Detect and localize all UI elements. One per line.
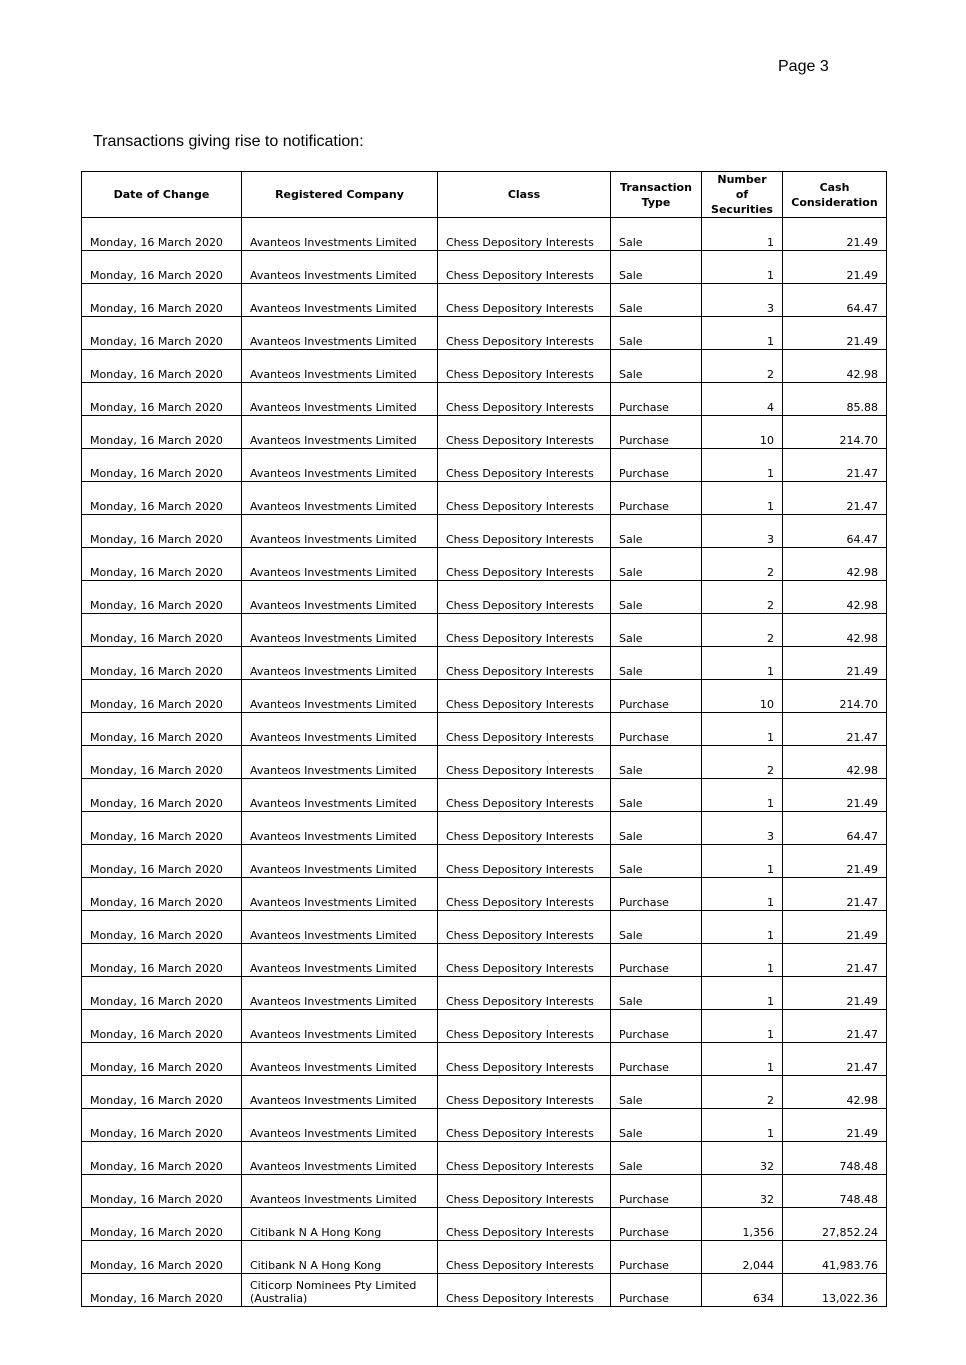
consideration-cell: 748.48 [783,1175,887,1208]
class-cell: Chess Depository Interests [438,1142,611,1175]
company-cell: Avanteos Investments Limited [242,911,438,944]
table-row [82,515,887,548]
consideration-cell: 748.48 [783,1142,887,1175]
consideration-cell: 21.47 [783,878,887,911]
class-cell: Chess Depository Interests [438,1241,611,1274]
company-cell: Avanteos Investments Limited [242,680,438,713]
company-cell: Avanteos Investments Limited [242,251,438,284]
consideration-cell: 42.98 [783,581,887,614]
consideration-cell: 21.47 [783,449,887,482]
company-cell: Avanteos Investments Limited [242,779,438,812]
type-cell: Purchase [611,482,702,515]
consideration-cell: 42.98 [783,350,887,383]
table-header-row [82,172,887,218]
table-row [82,944,887,977]
class-cell: Chess Depository Interests [438,1109,611,1142]
consideration-cell: 214.70 [783,680,887,713]
company-cell: Avanteos Investments Limited [242,812,438,845]
type-cell: Purchase [611,1241,702,1274]
class-cell: Chess Depository Interests [438,1076,611,1109]
company-cell: Avanteos Investments Limited [242,1010,438,1043]
company-cell: Avanteos Investments Limited [242,1142,438,1175]
table-row [82,1142,887,1175]
securities-cell: 1 [702,251,783,284]
table-row [82,218,887,251]
consideration-cell: 21.49 [783,647,887,680]
date-cell: Monday, 16 March 2020 [82,515,242,548]
securities-cell: 1 [702,845,783,878]
table-row [82,1241,887,1274]
table-row [82,482,887,515]
type-cell: Sale [611,1076,702,1109]
company-cell: Avanteos Investments Limited [242,548,438,581]
col-header-cash-consideration: Cash Consideration [783,172,887,218]
securities-cell: 3 [702,284,783,317]
table-row [82,1208,887,1241]
date-cell: Monday, 16 March 2020 [82,317,242,350]
securities-cell: 1 [702,1109,783,1142]
type-cell: Sale [611,515,702,548]
date-cell: Monday, 16 March 2020 [82,845,242,878]
date-cell: Monday, 16 March 2020 [82,911,242,944]
table-row [82,911,887,944]
consideration-cell: 27,852.24 [783,1208,887,1241]
securities-cell: 2 [702,1076,783,1109]
securities-cell: 4 [702,383,783,416]
type-cell: Sale [611,1109,702,1142]
class-cell: Chess Depository Interests [438,845,611,878]
consideration-cell: 64.47 [783,515,887,548]
table-row [82,350,887,383]
table-row [82,878,887,911]
date-cell: Monday, 16 March 2020 [82,548,242,581]
date-cell: Monday, 16 March 2020 [82,416,242,449]
class-cell: Chess Depository Interests [438,482,611,515]
consideration-cell: 214.70 [783,416,887,449]
table-row [82,251,887,284]
class-cell: Chess Depository Interests [438,218,611,251]
date-cell: Monday, 16 March 2020 [82,878,242,911]
securities-cell: 1 [702,482,783,515]
date-cell: Monday, 16 March 2020 [82,944,242,977]
securities-cell: 32 [702,1142,783,1175]
consideration-cell: 21.47 [783,482,887,515]
class-cell: Chess Depository Interests [438,1208,611,1241]
company-cell: Avanteos Investments Limited [242,581,438,614]
consideration-cell: 42.98 [783,746,887,779]
class-cell: Chess Depository Interests [438,416,611,449]
company-cell: Citibank N A Hong Kong [242,1241,438,1274]
section-heading: Transactions giving rise to notification: [93,133,364,150]
date-cell: Monday, 16 March 2020 [82,746,242,779]
securities-cell: 1 [702,1043,783,1076]
company-cell: Avanteos Investments Limited [242,515,438,548]
date-cell: Monday, 16 March 2020 [82,1142,242,1175]
table-row [82,317,887,350]
date-cell: Monday, 16 March 2020 [82,614,242,647]
securities-cell: 2 [702,350,783,383]
table-row [82,746,887,779]
class-cell: Chess Depository Interests [438,812,611,845]
class-cell: Chess Depository Interests [438,746,611,779]
consideration-cell: 21.49 [783,977,887,1010]
col-header-date: Date of Change [82,172,242,218]
date-cell: Monday, 16 March 2020 [82,218,242,251]
consideration-cell: 64.47 [783,812,887,845]
type-cell: Sale [611,284,702,317]
consideration-cell: 21.47 [783,1043,887,1076]
consideration-cell: 21.47 [783,713,887,746]
company-cell: Avanteos Investments Limited [242,1175,438,1208]
company-cell: Avanteos Investments Limited [242,284,438,317]
class-cell: Chess Depository Interests [438,779,611,812]
date-cell: Monday, 16 March 2020 [82,251,242,284]
date-cell: Monday, 16 March 2020 [82,284,242,317]
table-body [82,218,887,1307]
class-cell: Chess Depository Interests [438,515,611,548]
type-cell: Sale [611,647,702,680]
type-cell: Purchase [611,680,702,713]
table-row [82,812,887,845]
class-cell: Chess Depository Interests [438,713,611,746]
securities-cell: 32 [702,1175,783,1208]
class-cell: Chess Depository Interests [438,977,611,1010]
table-row [82,713,887,746]
date-cell: Monday, 16 March 2020 [82,1043,242,1076]
date-cell: Monday, 16 March 2020 [82,449,242,482]
date-cell: Monday, 16 March 2020 [82,1109,242,1142]
type-cell: Sale [611,317,702,350]
date-cell: Monday, 16 March 2020 [82,779,242,812]
class-cell: Chess Depository Interests [438,251,611,284]
class-cell: Chess Depository Interests [438,680,611,713]
table-row [82,581,887,614]
type-cell: Purchase [611,944,702,977]
securities-cell: 1,356 [702,1208,783,1241]
date-cell: Monday, 16 March 2020 [82,1208,242,1241]
type-cell: Purchase [611,1010,702,1043]
company-cell: Avanteos Investments Limited [242,482,438,515]
company-cell: Avanteos Investments Limited [242,944,438,977]
securities-cell: 2,044 [702,1241,783,1274]
class-cell: Chess Depository Interests [438,614,611,647]
company-cell: Avanteos Investments Limited [242,713,438,746]
consideration-cell: 64.47 [783,284,887,317]
company-cell: Avanteos Investments Limited [242,977,438,1010]
type-cell: Purchase [611,449,702,482]
type-cell: Sale [611,911,702,944]
securities-cell: 2 [702,614,783,647]
company-cell: Avanteos Investments Limited [242,350,438,383]
class-cell: Chess Depository Interests [438,449,611,482]
securities-cell: 3 [702,812,783,845]
securities-cell: 1 [702,944,783,977]
table-row [82,614,887,647]
securities-cell: 1 [702,713,783,746]
consideration-cell: 21.49 [783,1109,887,1142]
date-cell: Monday, 16 March 2020 [82,1274,242,1307]
class-cell: Chess Depository Interests [438,944,611,977]
class-cell: Chess Depository Interests [438,1274,611,1307]
company-cell: Avanteos Investments Limited [242,647,438,680]
table-row [82,449,887,482]
type-cell: Sale [611,746,702,779]
securities-cell: 1 [702,647,783,680]
consideration-cell: 21.47 [783,1010,887,1043]
company-cell: Avanteos Investments Limited [242,317,438,350]
table-row [82,1109,887,1142]
class-cell: Chess Depository Interests [438,911,611,944]
table-row [82,1274,887,1307]
securities-cell: 1 [702,977,783,1010]
securities-cell: 1 [702,878,783,911]
table-row [82,977,887,1010]
type-cell: Sale [611,614,702,647]
securities-cell: 1 [702,317,783,350]
class-cell: Chess Depository Interests [438,581,611,614]
consideration-cell: 42.98 [783,1076,887,1109]
type-cell: Sale [611,350,702,383]
type-cell: Sale [611,812,702,845]
type-cell: Sale [611,218,702,251]
company-cell: Avanteos Investments Limited [242,449,438,482]
securities-cell: 2 [702,746,783,779]
date-cell: Monday, 16 March 2020 [82,1076,242,1109]
table-row [82,647,887,680]
company-cell: Avanteos Investments Limited [242,614,438,647]
type-cell: Purchase [611,878,702,911]
company-cell: Avanteos Investments Limited [242,1076,438,1109]
consideration-cell: 85.88 [783,383,887,416]
consideration-cell: 21.47 [783,944,887,977]
securities-cell: 1 [702,779,783,812]
type-cell: Sale [611,581,702,614]
type-cell: Sale [611,977,702,1010]
transactions-table [81,171,887,1307]
date-cell: Monday, 16 March 2020 [82,1010,242,1043]
securities-cell: 634 [702,1274,783,1307]
table-row [82,548,887,581]
table-row [82,1043,887,1076]
date-cell: Monday, 16 March 2020 [82,647,242,680]
type-cell: Purchase [611,713,702,746]
table-row [82,1076,887,1109]
company-cell: Avanteos Investments Limited [242,1043,438,1076]
date-cell: Monday, 16 March 2020 [82,1241,242,1274]
consideration-cell: 21.49 [783,845,887,878]
class-cell: Chess Depository Interests [438,1010,611,1043]
col-header-class: Class [438,172,611,218]
table-row [82,845,887,878]
col-header-company: Registered Company [242,172,438,218]
date-cell: Monday, 16 March 2020 [82,977,242,1010]
table-row [82,1010,887,1043]
table-row [82,383,887,416]
company-cell: Avanteos Investments Limited [242,1109,438,1142]
securities-cell: 10 [702,680,783,713]
type-cell: Sale [611,251,702,284]
date-cell: Monday, 16 March 2020 [82,812,242,845]
class-cell: Chess Depository Interests [438,284,611,317]
date-cell: Monday, 16 March 2020 [82,680,242,713]
class-cell: Chess Depository Interests [438,350,611,383]
date-cell: Monday, 16 March 2020 [82,581,242,614]
col-header-transaction-type: Transaction Type [611,172,702,218]
type-cell: Purchase [611,416,702,449]
class-cell: Chess Depository Interests [438,317,611,350]
date-cell: Monday, 16 March 2020 [82,1175,242,1208]
consideration-cell: 21.49 [783,317,887,350]
securities-cell: 10 [702,416,783,449]
date-cell: Monday, 16 March 2020 [82,350,242,383]
type-cell: Purchase [611,1175,702,1208]
type-cell: Purchase [611,1208,702,1241]
table-row [82,1175,887,1208]
table-row [82,284,887,317]
type-cell: Sale [611,1142,702,1175]
date-cell: Monday, 16 March 2020 [82,482,242,515]
company-cell: Avanteos Investments Limited [242,878,438,911]
securities-cell: 2 [702,548,783,581]
class-cell: Chess Depository Interests [438,878,611,911]
consideration-cell: 41,983.76 [783,1241,887,1274]
company-cell: Avanteos Investments Limited [242,383,438,416]
class-cell: Chess Depository Interests [438,647,611,680]
company-cell: Avanteos Investments Limited [242,845,438,878]
type-cell: Purchase [611,1274,702,1307]
type-cell: Sale [611,845,702,878]
securities-cell: 1 [702,218,783,251]
class-cell: Chess Depository Interests [438,548,611,581]
company-cell: Avanteos Investments Limited [242,218,438,251]
date-cell: Monday, 16 March 2020 [82,383,242,416]
securities-cell: 2 [702,581,783,614]
securities-cell: 1 [702,449,783,482]
company-cell: Citibank N A Hong Kong [242,1208,438,1241]
company-cell: Avanteos Investments Limited [242,746,438,779]
type-cell: Purchase [611,383,702,416]
page-number: Page 3 [778,58,829,75]
securities-cell: 3 [702,515,783,548]
type-cell: Sale [611,779,702,812]
table-row [82,680,887,713]
securities-cell: 1 [702,911,783,944]
company-cell: Avanteos Investments Limited [242,416,438,449]
consideration-cell: 42.98 [783,548,887,581]
class-cell: Chess Depository Interests [438,1175,611,1208]
table-row [82,779,887,812]
date-cell: Monday, 16 March 2020 [82,713,242,746]
class-cell: Chess Depository Interests [438,1043,611,1076]
consideration-cell: 21.49 [783,911,887,944]
securities-cell: 1 [702,1010,783,1043]
consideration-cell: 21.49 [783,218,887,251]
company-cell: Citicorp Nominees Pty Limited (Australia) [242,1274,438,1307]
consideration-cell: 13,022.36 [783,1274,887,1307]
consideration-cell: 21.49 [783,251,887,284]
type-cell: Sale [611,548,702,581]
type-cell: Purchase [611,1043,702,1076]
col-header-number-of-securities: Number of Securities [702,172,783,218]
consideration-cell: 42.98 [783,614,887,647]
class-cell: Chess Depository Interests [438,383,611,416]
table-row [82,416,887,449]
consideration-cell: 21.49 [783,779,887,812]
